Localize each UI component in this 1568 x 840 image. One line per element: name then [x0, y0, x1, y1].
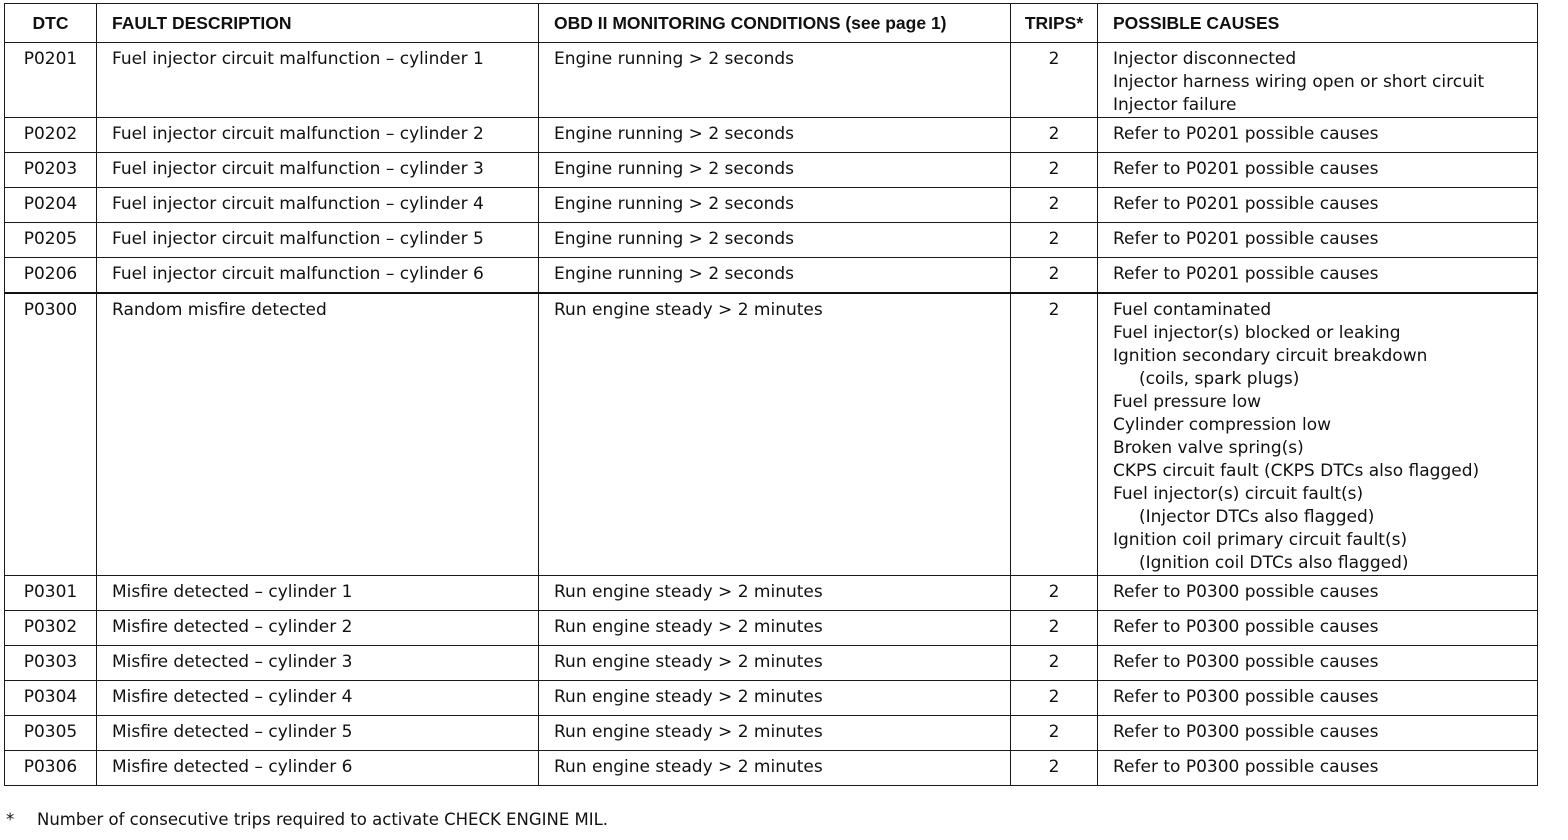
fault-description-cell: Random misfire detected [97, 293, 539, 576]
possible-causes-cell [1098, 646, 1538, 681]
possible-causes-cell [1098, 681, 1538, 716]
cause-line: (Ignition coil DTCs also flagged) [1139, 553, 1409, 573]
possible-causes-cell [1098, 258, 1538, 294]
fault-description-cell: Fuel injector circuit malfunction – cylinder 1 [97, 43, 539, 118]
table-row [5, 118, 1538, 153]
table-row [5, 716, 1538, 751]
fault-description-cell: Fuel injector circuit malfunction – cylinder 2 [97, 118, 539, 153]
cause-line: Injector disconnected [1113, 49, 1297, 69]
trips-cell: 2 [1011, 716, 1098, 751]
cause-line: Ignition coil primary circuit fault(s) [1113, 530, 1408, 550]
cause-line: Cylinder compression low [1113, 415, 1332, 435]
monitoring-condition-cell: Engine running > 2 seconds [539, 43, 1011, 118]
table-body [5, 43, 1538, 786]
possible-causes-cell [1098, 576, 1538, 611]
trips-cell: 2 [1011, 293, 1098, 576]
fault-description-cell: Misfire detected – cylinder 5 [97, 716, 539, 751]
cause-line: Refer to P0300 possible causes [1113, 617, 1379, 637]
table-row [5, 223, 1538, 258]
fault-description-cell: Misfire detected – cylinder 1 [97, 576, 539, 611]
possible-causes-cell [1098, 293, 1538, 576]
table-row [5, 611, 1538, 646]
cause-line: Refer to P0201 possible causes [1113, 229, 1379, 249]
possible-causes-cell [1098, 153, 1538, 188]
trips-cell: 2 [1011, 681, 1098, 716]
cause-line: Fuel contaminated [1113, 300, 1272, 320]
monitoring-condition-cell: Engine running > 2 seconds [539, 188, 1011, 223]
table-row [5, 293, 1538, 576]
monitoring-condition-cell: Engine running > 2 seconds [539, 223, 1011, 258]
dtc-code-cell: P0303 [5, 646, 97, 681]
dtc-code-cell: P0203 [5, 153, 97, 188]
table-row [5, 188, 1538, 223]
trips-cell: 2 [1011, 646, 1098, 681]
header-possible-causes: POSSIBLE CAUSES [1098, 4, 1538, 43]
cause-line: (coils, spark plugs) [1139, 369, 1300, 389]
possible-causes-cell [1098, 611, 1538, 646]
table-row [5, 43, 1538, 118]
cause-line: Fuel injector(s) circuit fault(s) [1113, 484, 1364, 504]
table-row [5, 576, 1538, 611]
table-row [5, 646, 1538, 681]
table-row [5, 258, 1538, 294]
dtc-code-cell: P0201 [5, 43, 97, 118]
possible-causes-cell [1098, 716, 1538, 751]
fault-description-cell: Misfire detected – cylinder 6 [97, 751, 539, 786]
dtc-code-cell: P0304 [5, 681, 97, 716]
trips-cell: 2 [1011, 43, 1098, 118]
trips-cell: 2 [1011, 188, 1098, 223]
dtc-code-cell: P0300 [5, 293, 97, 576]
fault-description-cell: Misfire detected – cylinder 4 [97, 681, 539, 716]
cause-line: Refer to P0201 possible causes [1113, 124, 1379, 144]
monitoring-condition-cell: Engine running > 2 seconds [539, 258, 1011, 294]
cause-line: Refer to P0300 possible causes [1113, 687, 1379, 707]
trips-cell: 2 [1011, 153, 1098, 188]
dtc-code-cell: P0305 [5, 716, 97, 751]
cause-line: Injector failure [1113, 95, 1237, 115]
cause-line: (Injector DTCs also flagged) [1139, 507, 1375, 527]
monitoring-condition-cell: Engine running > 2 seconds [539, 153, 1011, 188]
table-row [5, 153, 1538, 188]
cause-line: Injector harness wiring open or short circuit [1113, 72, 1485, 92]
fault-description-cell: Fuel injector circuit malfunction – cylinder 4 [97, 188, 539, 223]
cause-line: CKPS circuit fault (CKPS DTCs also flagged) [1113, 461, 1480, 481]
cause-line: Refer to P0201 possible causes [1113, 159, 1379, 179]
dtc-code-cell: P0302 [5, 611, 97, 646]
dtc-code-cell: P0306 [5, 751, 97, 786]
monitoring-condition-cell: Run engine steady > 2 minutes [539, 576, 1011, 611]
possible-causes-cell [1098, 118, 1538, 153]
monitoring-condition-cell: Run engine steady > 2 minutes [539, 646, 1011, 681]
dtc-code-cell: P0205 [5, 223, 97, 258]
possible-causes-cell [1098, 751, 1538, 786]
table-header-row [5, 4, 1538, 43]
dtc-code-cell: P0206 [5, 258, 97, 294]
header-fault-description: FAULT DESCRIPTION [97, 4, 539, 43]
trips-cell: 2 [1011, 751, 1098, 786]
possible-causes-cell [1098, 188, 1538, 223]
possible-causes-cell [1098, 43, 1538, 118]
dtc-code-cell: P0204 [5, 188, 97, 223]
fault-description-cell: Fuel injector circuit malfunction – cylinder 6 [97, 258, 539, 294]
fault-description-cell: Misfire detected – cylinder 3 [97, 646, 539, 681]
cause-line: Broken valve spring(s) [1113, 438, 1304, 458]
fault-description-cell: Misfire detected – cylinder 2 [97, 611, 539, 646]
footnote [6, 810, 608, 829]
footnote-mark: * [6, 810, 15, 829]
trips-cell: 2 [1011, 611, 1098, 646]
cause-line: Refer to P0300 possible causes [1113, 722, 1379, 742]
cause-line: Refer to P0300 possible causes [1113, 757, 1379, 777]
monitoring-condition-cell: Run engine steady > 2 minutes [539, 611, 1011, 646]
cause-line: Refer to P0201 possible causes [1113, 264, 1379, 284]
dtc-table [4, 3, 1538, 786]
trips-cell: 2 [1011, 258, 1098, 294]
fault-description-cell: Fuel injector circuit malfunction – cylinder 3 [97, 153, 539, 188]
table-row [5, 751, 1538, 786]
dtc-code-cell: P0202 [5, 118, 97, 153]
dtc-code-cell: P0301 [5, 576, 97, 611]
trips-cell: 2 [1011, 576, 1098, 611]
monitoring-condition-cell: Engine running > 2 seconds [539, 118, 1011, 153]
monitoring-condition-cell: Run engine steady > 2 minutes [539, 681, 1011, 716]
cause-line: Fuel pressure low [1113, 392, 1262, 412]
monitoring-condition-cell: Run engine steady > 2 minutes [539, 716, 1011, 751]
header-dtc: DTC [5, 4, 97, 43]
cause-line: Refer to P0300 possible causes [1113, 582, 1379, 602]
footnote-text: Number of consecutive trips required to activate CHECK ENGINE MIL. [37, 810, 609, 829]
cause-line: Fuel injector(s) blocked or leaking [1113, 323, 1401, 343]
header-monitoring-conditions: OBD II MONITORING CONDITIONS (see page 1) [539, 4, 1011, 43]
cause-line: Refer to P0300 possible causes [1113, 652, 1379, 672]
cause-line: Refer to P0201 possible causes [1113, 194, 1379, 214]
header-trips: TRIPS* [1011, 4, 1098, 43]
monitoring-condition-cell: Run engine steady > 2 minutes [539, 293, 1011, 576]
possible-causes-cell [1098, 223, 1538, 258]
fault-description-cell: Fuel injector circuit malfunction – cylinder 5 [97, 223, 539, 258]
trips-cell: 2 [1011, 223, 1098, 258]
table-row [5, 681, 1538, 716]
trips-cell: 2 [1011, 118, 1098, 153]
cause-line: Ignition secondary circuit breakdown [1113, 346, 1428, 366]
monitoring-condition-cell: Run engine steady > 2 minutes [539, 751, 1011, 786]
